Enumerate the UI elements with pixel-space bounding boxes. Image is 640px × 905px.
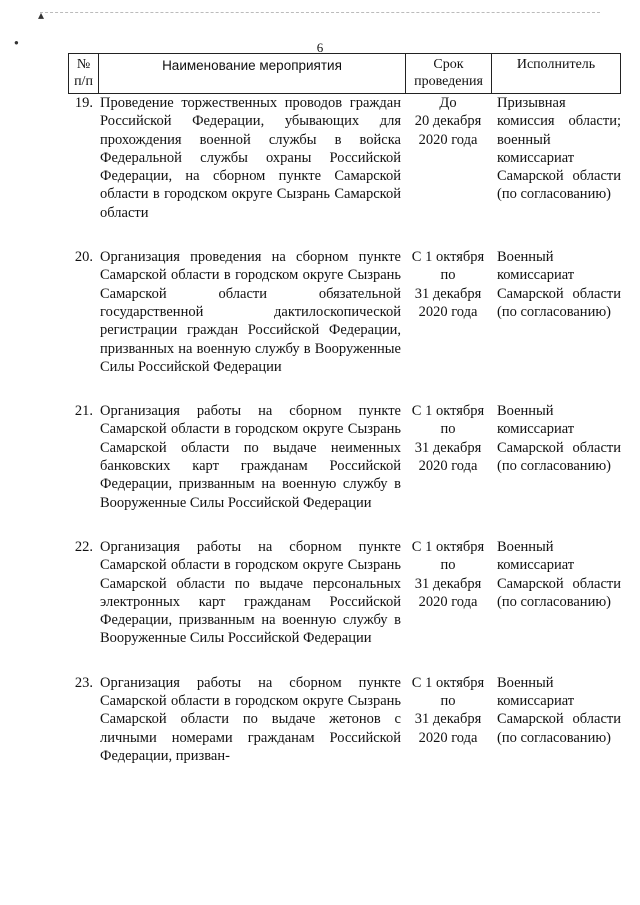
row-gap bbox=[68, 376, 98, 402]
page-number: 6 bbox=[316, 40, 324, 55]
header-name: Наименование мероприятия bbox=[98, 53, 405, 94]
row-number: 19. bbox=[74, 95, 93, 111]
row-executor: Военный комиссариат Самарской области (по согласованию) bbox=[497, 674, 621, 746]
term-line: по bbox=[440, 693, 456, 710]
row-executor: Военный комиссариат Самарской области (по согласованию) bbox=[497, 538, 621, 610]
header-term: Срок проведения bbox=[405, 53, 491, 94]
row-term bbox=[405, 538, 491, 648]
row-gap bbox=[68, 512, 98, 538]
term-line: 31 декабря bbox=[414, 285, 482, 302]
row-event-name: Проведение торжественных проводов граждан Российской Федерации, убывающих для прохождения военной службы в войска Федеральной службы охраны Российской Федерации, на сборном пункте Самарской области в городском округе Сызрань Самарской области bbox=[100, 95, 401, 221]
term-line: по bbox=[440, 421, 456, 438]
scan-speck: ● bbox=[14, 38, 19, 47]
row-event-name: Организация проведения на сборном пункте Самарской области в городском округе Сызрань Самарской области обязательной государственной дактилоскопической регистрации граждан Российской Федерации, призванных на военную службу в Вооруженные Силы Российской Федерации bbox=[100, 249, 401, 375]
term-line: 2020 года bbox=[418, 303, 478, 320]
term-line: 2020 года bbox=[418, 593, 478, 610]
term-line: 31 декабря bbox=[414, 575, 482, 592]
term-line: 20 декабря bbox=[414, 113, 482, 130]
row-term bbox=[405, 402, 491, 512]
term-line: С 1 октября bbox=[411, 674, 485, 691]
term-line: С 1 октября bbox=[411, 538, 485, 555]
events-table bbox=[68, 53, 621, 765]
term-line: по bbox=[440, 267, 456, 284]
scan-edge-line bbox=[40, 12, 600, 13]
row-number: 23. bbox=[74, 674, 93, 691]
row-event-name: Организация работы на сборном пункте Самарской области в городском округе Сызрань Самарской области по выдаче неименных банковских карт гражданам Российской Федерации, призванным на военную службу в Вооруженные Силы Российской Федерации bbox=[100, 403, 401, 511]
row-event-name: Организация работы на сборном пункте Самарской области в городском округе Сызрань Самарской области по выдаче жетонов с личными номерами гражданам Российской Федерации, призван- bbox=[100, 674, 401, 764]
term-line: 31 декабря bbox=[414, 711, 482, 728]
row-gap bbox=[68, 648, 98, 674]
term-line: С 1 октября bbox=[411, 249, 485, 266]
row-executor: Военный комиссариат Самарской области (по согласованию) bbox=[497, 403, 621, 475]
row-number: 21. bbox=[74, 403, 93, 420]
row-event-name: Организация работы на сборном пункте Самарской области в городском округе Сызрань Самарской области по выдаче персональных электронных карт гражданам Российской Федерации, призванным на военную службу в Вооруженные Силы Российской Федерации bbox=[100, 538, 401, 647]
term-line: С 1 октября bbox=[411, 403, 485, 420]
scan-speck: ▴ bbox=[38, 8, 45, 22]
row-term bbox=[405, 674, 491, 765]
term-line: 2020 года bbox=[418, 131, 478, 148]
term-line: 2020 года bbox=[418, 458, 478, 475]
term-line: 2020 года bbox=[418, 729, 478, 746]
row-term bbox=[405, 94, 491, 222]
row-number: 22. bbox=[74, 538, 93, 555]
header-executor: Исполнитель bbox=[491, 53, 621, 94]
term-line: 31 декабря bbox=[414, 439, 482, 456]
row-executor: Призывная комиссия области; военный комиссариат Самарской области (по согласованию) bbox=[497, 95, 621, 203]
row-number: 20. bbox=[74, 249, 93, 266]
row-term bbox=[405, 248, 491, 376]
term-line: До bbox=[439, 95, 457, 111]
header-num: № п/п bbox=[68, 53, 98, 94]
row-gap bbox=[68, 222, 98, 248]
row-executor: Военный комиссариат Самарской области (по согласованию) bbox=[497, 249, 621, 320]
term-line: по bbox=[440, 557, 456, 574]
